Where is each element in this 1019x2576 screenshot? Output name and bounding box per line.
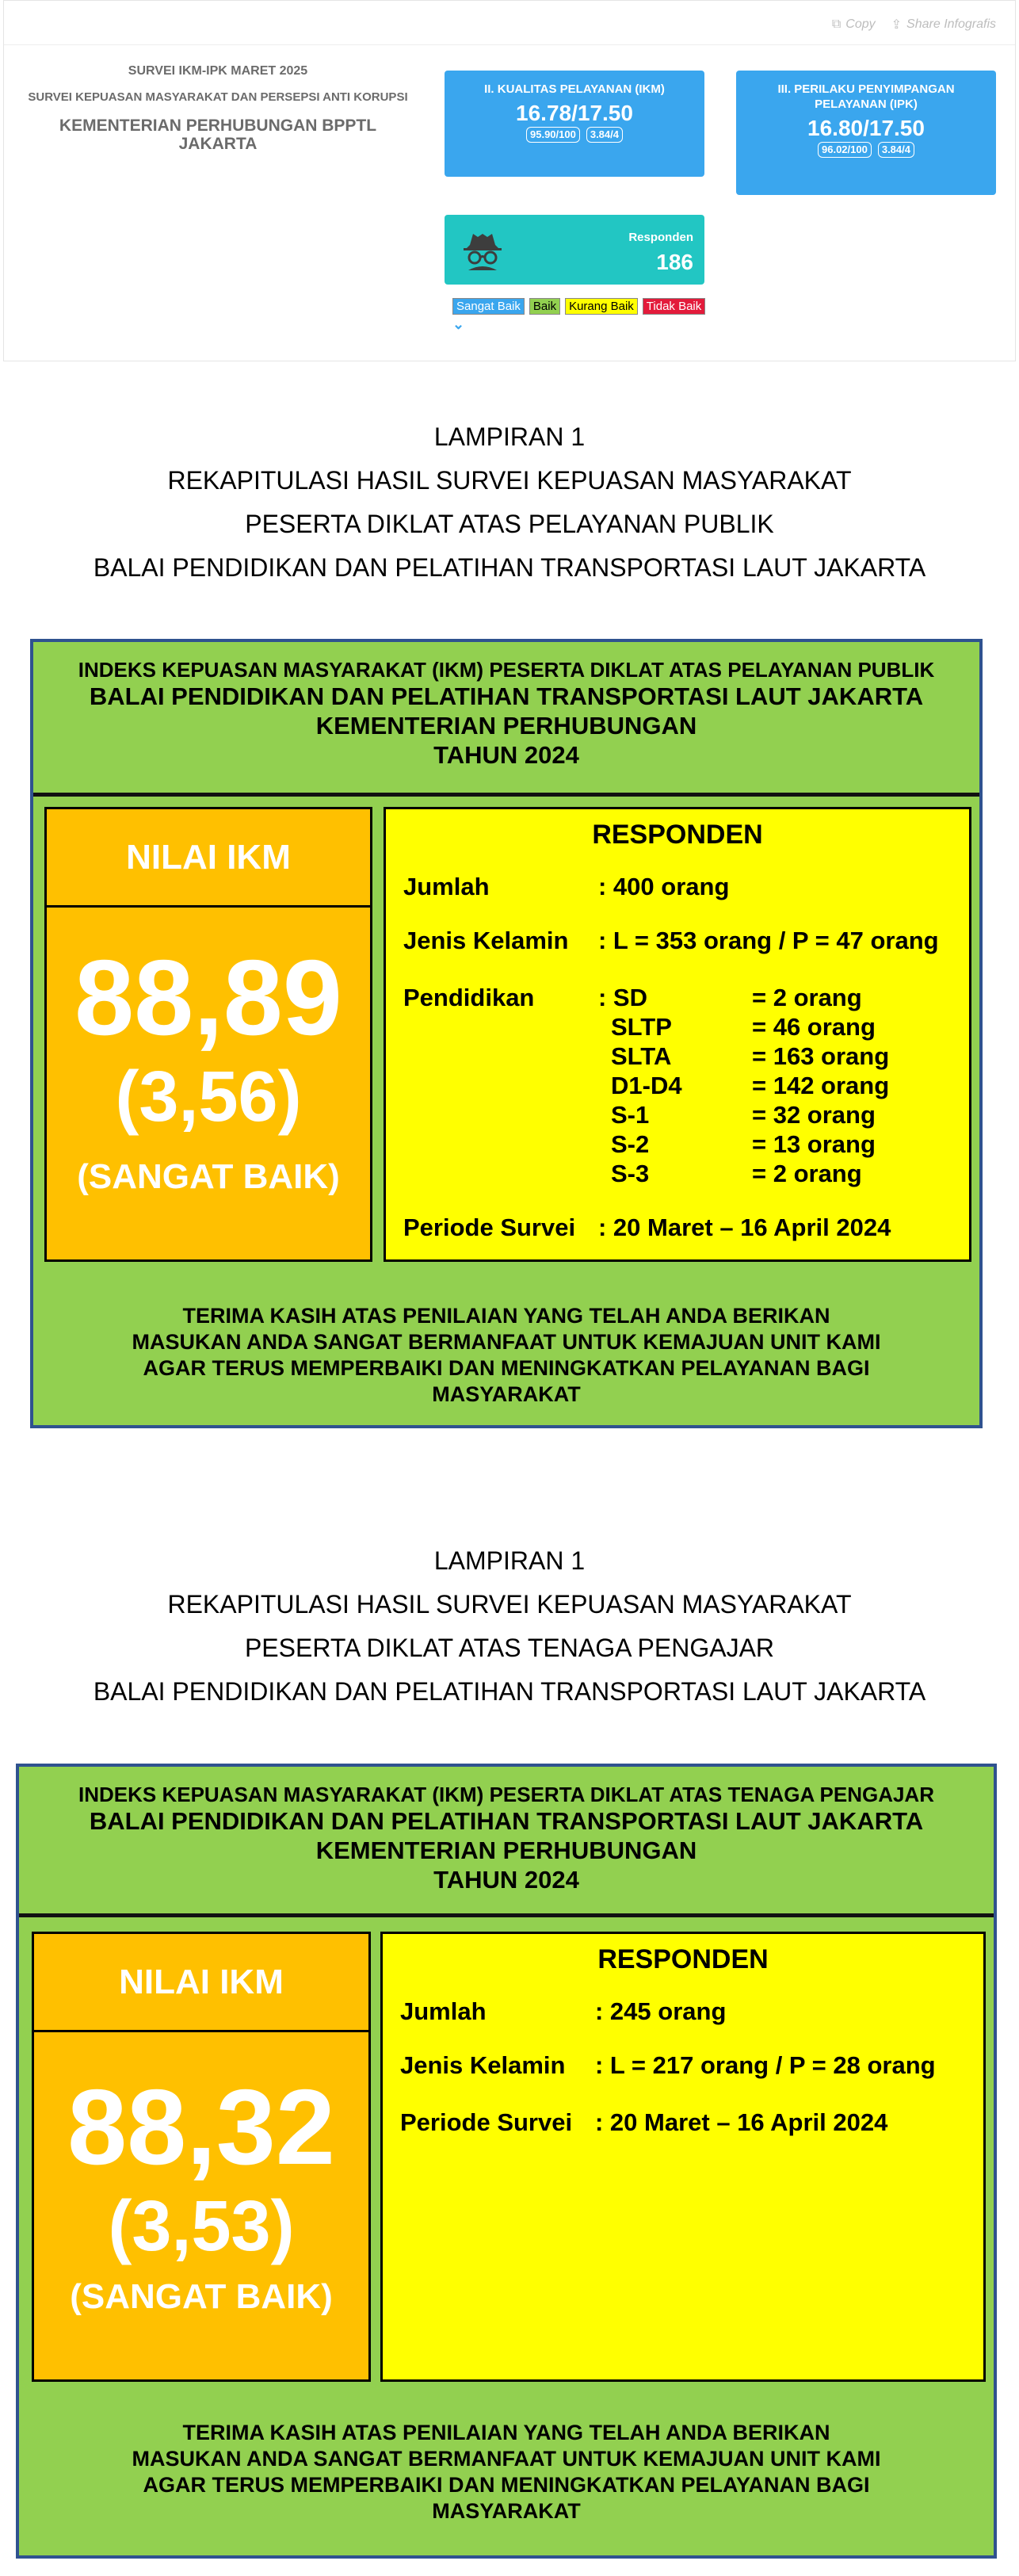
s1-periode-label: Periode Survei	[403, 1213, 576, 1241]
chevron-down-icon[interactable]: ⌄	[452, 316, 465, 332]
s2-nilai-value: 88,32	[67, 2067, 335, 2187]
s1-responden-box	[384, 807, 971, 1262]
copy-label: Copy	[845, 17, 876, 31]
ipk-scale-pill: 3.84/4	[878, 142, 914, 158]
share-label: Share Infografis	[906, 17, 996, 31]
legend-sangat-baik: Sangat Baik	[452, 298, 525, 315]
s1-jk-value: : L = 353 orang / P = 47 orang	[598, 927, 939, 954]
s2-jk-label: Jenis Kelamin	[400, 2051, 566, 2079]
s2-header-line2: BALAI PENDIDIKAN DAN PELATIHAN TRANSPORTASI LAUT JAKARTA	[89, 1807, 924, 1835]
responden-count: 186	[656, 250, 693, 274]
s1-jumlah-label: Jumlah	[403, 873, 490, 900]
s1-nilai-label: NILAI IKM	[47, 809, 370, 908]
ikm-scale-pill: 3.84/4	[586, 127, 623, 143]
s1-edu-count: = 2 orang	[752, 984, 862, 1011]
s2-periode-value: : 20 Maret – 16 April 2024	[595, 2108, 888, 2136]
s2-thank-you-note	[19, 2420, 994, 2524]
s2-periode-label: Periode Survei	[400, 2108, 573, 2136]
incognito-icon	[460, 227, 505, 272]
s2-responden-box	[380, 1932, 986, 2382]
s2-nilai-ikm-box	[32, 1932, 371, 2382]
s1-nilai-category: (SANGAT BAIK)	[77, 1157, 340, 1196]
s1-header-line4: TAHUN 2024	[433, 741, 579, 769]
survey-summary-card	[3, 0, 1016, 361]
s1-edu-count: = 13 orang	[752, 1130, 876, 1158]
s1-title-3: PESERTA DIKLAT ATAS PELAYANAN PUBLIK	[245, 510, 774, 538]
s1-periode-value: : 20 Maret – 16 April 2024	[598, 1213, 891, 1241]
s2-header-line4: TAHUN 2024	[433, 1866, 579, 1894]
ipk-pct-pill: 96.02/100	[818, 142, 872, 158]
responden-card[interactable]	[445, 215, 704, 285]
ikm-card-score: 16.78/17.50	[516, 101, 633, 125]
s1-edu-count: = 32 orang	[752, 1101, 876, 1129]
legend-kurang-baik: Kurang Baik	[565, 298, 638, 315]
s1-thanks-line3: AGAR TERUS MEMPERBAIKI DAN MENINGKATKAN PELAYANAN BAGI	[143, 1356, 870, 1380]
ipk-card-pills	[736, 142, 996, 158]
s2-ikm-infographic	[16, 1764, 997, 2559]
s2-jumlah-label: Jumlah	[400, 1997, 487, 2025]
s1-edu-level: SLTA	[611, 1042, 672, 1070]
ipk-card-score: 16.80/17.50	[807, 116, 925, 140]
ikm-pct-pill: 95.90/100	[526, 127, 580, 143]
survey-subtitle: SURVEI KEPUASAN MASYARAKAT DAN PERSEPSI ANTI KORUPSI	[28, 90, 408, 104]
survey-header	[20, 64, 416, 153]
s2-thanks-line4: MASYARAKAT	[432, 2499, 581, 2523]
s2-title-1: LAMPIRAN 1	[433, 1546, 586, 1575]
s2-jumlah-value: : 245 orang	[595, 1997, 727, 2025]
copy-link[interactable]	[832, 17, 876, 32]
s1-header-divider	[33, 793, 979, 797]
s1-edu-level: S-2	[611, 1130, 650, 1158]
legend-baik: Baik	[529, 298, 560, 315]
s2-infographic-header	[19, 1767, 994, 1913]
s1-nilai-ikm-box	[44, 807, 372, 1262]
s1-infographic-header	[33, 642, 979, 793]
s2-title-2: REKAPITULASI HASIL SURVEI KEPUASAN MASYARAKAT	[167, 1590, 852, 1619]
s1-header-line2: BALAI PENDIDIKAN DAN PELATIHAN TRANSPORTASI LAUT JAKARTA	[89, 682, 924, 710]
s2-header-divider	[19, 1913, 994, 1917]
legend-tidak-baik: Tidak Baik	[643, 298, 705, 315]
s1-header-line1: INDEKS KEPUASAN MASYARAKAT (IKM) PESERTA DIKLAT ATAS PELAYANAN PUBLIK	[78, 658, 935, 682]
s1-thank-you-note	[33, 1303, 979, 1408]
ipk-score-card[interactable]	[736, 71, 996, 195]
card-toolbar	[4, 1, 1015, 45]
s1-nilai-value: 88,89	[74, 938, 342, 1057]
s1-thanks-line1: TERIMA KASIH ATAS PENILAIAN YANG TELAH ANDA BERIKAN	[182, 1304, 830, 1328]
s1-edu-count: = 142 orang	[752, 1072, 890, 1099]
s2-responden-title: RESPONDEN	[597, 1944, 769, 1974]
s2-thanks-line3: AGAR TERUS MEMPERBAIKI DAN MENINGKATKAN PELAYANAN BAGI	[143, 2473, 870, 2497]
ikm-score-card[interactable]	[445, 71, 704, 177]
s2-title-4: BALAI PENDIDIKAN DAN PELATIHAN TRANSPORTASI LAUT JAKARTA	[93, 1677, 926, 1706]
s1-title-4: BALAI PENDIDIKAN DAN PELATIHAN TRANSPORTASI LAUT JAKARTA	[93, 553, 926, 582]
s1-nilai-scale: (3,56)	[115, 1057, 302, 1137]
s1-edu-level: S-1	[611, 1101, 650, 1129]
s2-thanks-line2: MASUKAN ANDA SANGAT BERMANFAAT UNTUK KEMAJUAN UNIT KAMI	[132, 2447, 881, 2471]
s1-jumlah-value: : 400 orang	[598, 873, 730, 900]
ikm-card-pills	[445, 127, 704, 143]
s2-thanks-line1: TERIMA KASIH ATAS PENILAIAN YANG TELAH ANDA BERIKAN	[182, 2421, 830, 2444]
s2-header-line1: INDEKS KEPUASAN MASYARAKAT (IKM) PESERTA DIKLAT ATAS TENAGA PENGAJAR	[78, 1783, 934, 1806]
s1-header-line3: KEMENTERIAN PERHUBUNGAN	[315, 712, 697, 740]
share-icon: ⇪	[891, 18, 903, 32]
s2-header-line3: KEMENTERIAN PERHUBUNGAN	[315, 1836, 697, 1864]
s1-edu-count: = 46 orang	[752, 1013, 876, 1041]
s2-nilai-scale: (3,53)	[108, 2187, 295, 2266]
copy-icon: ⧉	[831, 17, 842, 31]
s1-edu-level: D1-D4	[611, 1072, 682, 1099]
s1-edu-level: SLTP	[611, 1013, 672, 1041]
s2-nilai-label: NILAI IKM	[34, 1934, 368, 2032]
ikm-card-title: II. KUALITAS PELAYANAN (IKM)	[484, 82, 665, 96]
s1-pendidikan-label: Pendidikan	[403, 984, 535, 1011]
s1-title-2: REKAPITULASI HASIL SURVEI KEPUASAN MASYARAKAT	[167, 466, 852, 495]
s1-edu-level: : SD	[598, 984, 647, 1011]
responden-label: Responden	[628, 231, 693, 244]
survey-period-title: SURVEI IKM-IPK MARET 2025	[128, 64, 308, 78]
s1-edu-count: = 163 orang	[752, 1042, 890, 1070]
s1-ikm-infographic	[30, 639, 983, 1428]
s1-edu-level: S-3	[611, 1160, 650, 1187]
s1-jk-label: Jenis Kelamin	[403, 927, 569, 954]
s2-jk-value: : L = 217 orang / P = 28 orang	[595, 2051, 936, 2079]
s1-thanks-line2: MASUKAN ANDA SANGAT BERMANFAAT UNTUK KEMAJUAN UNIT KAMI	[132, 1330, 881, 1354]
s2-title-3: PESERTA DIKLAT ATAS TENAGA PENGAJAR	[244, 1634, 775, 1662]
share-infografis-link[interactable]	[891, 17, 996, 32]
s1-title-1: LAMPIRAN 1	[433, 422, 586, 451]
s1-edu-count: = 2 orang	[752, 1160, 862, 1187]
ipk-card-title: III. PERILAKU PENYIMPANGAN PELAYANAN (IPK)	[777, 82, 955, 111]
s2-nilai-category: (SANGAT BAIK)	[70, 2277, 333, 2316]
s1-responden-title: RESPONDEN	[592, 820, 763, 850]
toolbar-links	[832, 17, 996, 32]
s1-thanks-line4: MASYARAKAT	[432, 1382, 581, 1406]
rating-legend	[452, 298, 705, 315]
institution-name: KEMENTERIAN PERHUBUNGAN BPPTL JAKARTA	[59, 117, 377, 153]
